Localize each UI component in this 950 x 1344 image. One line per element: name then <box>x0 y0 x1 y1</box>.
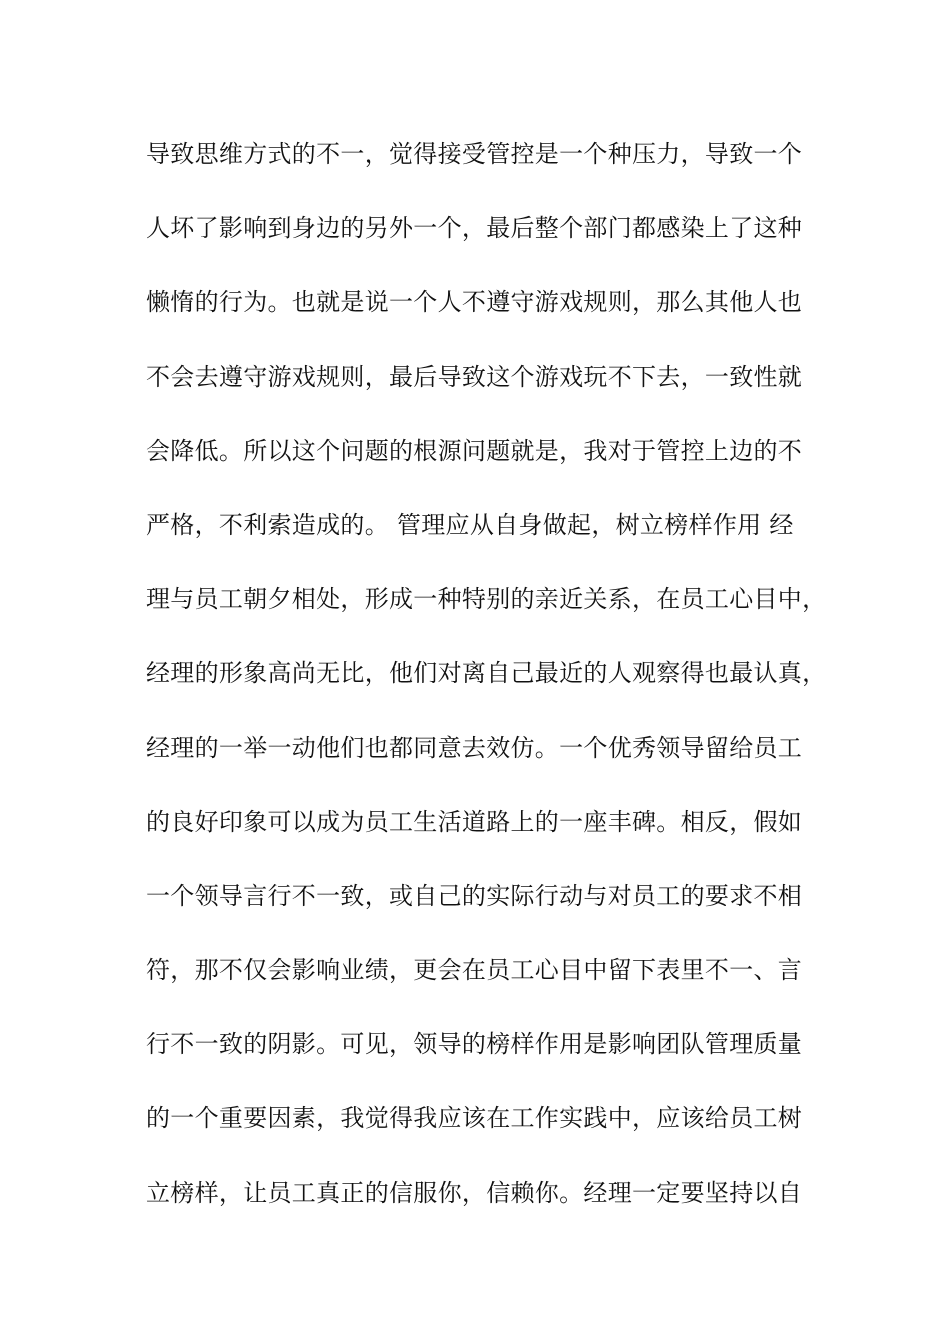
text-line: 人坏了影响到身边的另外一个，最后整个部门都感染上了这种 <box>146 214 803 243</box>
text-line: 理与员工朝夕相处，形成一种特别的亲近关系，在员工心目中， <box>146 585 827 614</box>
text-line: 不会去遵守游戏规则，最后导致这个游戏玩不下去，一致性就 <box>146 362 803 391</box>
text-line: 的一个重要因素，我觉得我应该在工作实践中，应该给员工树 <box>146 1104 803 1133</box>
text-line: 符，那不仅会影响业绩，更会在员工心目中留下表里不一、言 <box>146 956 803 985</box>
text-line: 行不一致的阴影。可见，领导的榜样作用是影响团队管理质量 <box>146 1030 803 1059</box>
text-line: 经理的一举一动他们也都同意去效仿。一个优秀领导留给员工 <box>146 733 803 762</box>
text-line: 导致思维方式的不一，觉得接受管控是一个种压力，导致一个 <box>146 140 803 168</box>
text-line: 的良好印象可以成为员工生活道路上的一座丰碑。相反，假如 <box>146 807 803 836</box>
text-line: 严格，不利索造成的。 管理应从自身做起，树立榜样作用 经 <box>146 510 794 539</box>
text-line: 懒惰的行为。也就是说一个人不遵守游戏规则，那么其他人也 <box>146 288 803 317</box>
text-line: 经理的形象高尚无比，他们对离自己最近的人观察得也最认真， <box>146 659 827 688</box>
text-line: 会降低。所以这个问题的根源问题就是，我对于管控上边的不 <box>146 436 803 465</box>
body-text <box>146 130 836 1243</box>
text-line: 一个领导言行不一致，或自己的实际行动与对员工的要求不相 <box>146 881 803 910</box>
text-line: 立榜样，让员工真正的信服你，信赖你。经理一定要坚持以自 <box>146 1178 803 1207</box>
